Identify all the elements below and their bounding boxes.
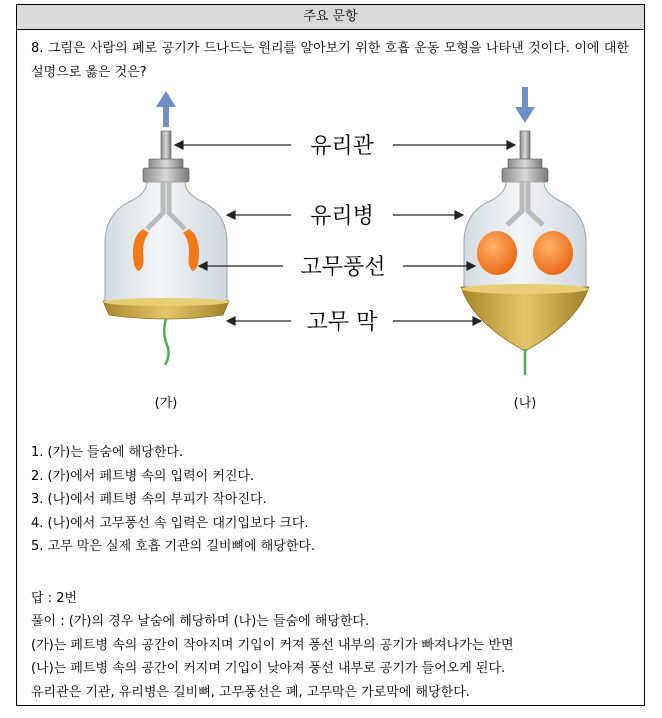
choice-item: 2. (가)에서 페트병 속의 입력이 커진다. [31, 468, 255, 484]
question-card [16, 4, 645, 706]
panel-label-right: (나) [513, 396, 537, 411]
air-in-arrow-icon [515, 87, 535, 123]
label-jar: 유리병 [310, 204, 374, 229]
answer-text: 답 : 2번 [31, 591, 78, 606]
label-balloon: 고무풍선 [300, 255, 386, 280]
apparatus-left [103, 91, 229, 365]
apparatus-right [461, 87, 589, 375]
question-text: 8. 그림은 사람의 폐로 공기가 드나드는 원리를 알아보기 위한 호흡 운동 모형을 나타낸 것이다. 이에 대한 설명으로 옳은 것은? [31, 41, 629, 80]
choice-item: 3. (나)에서 페트병 속의 부피가 작아진다. [31, 492, 267, 507]
choice-item: 4. (나)에서 고무풍선 속 입력은 대기입보다 크다. [31, 515, 309, 531]
solution-line: 유리관은 기관, 유리병은 길비뼈, 고무풍선은 폐, 고무막은 가로막에 해당한다. [31, 684, 470, 700]
solution-line: (가)는 페트병 속의 공간이 작아지며 기입이 커져 풍선 내부의 공기가 빠져나가는 반면 [31, 637, 514, 653]
choice-item: 1. (가)는 들숨에 해당한다. [31, 445, 184, 460]
solution-line: 풀이 : (가)의 경우 날숨에 해당하며 (나)는 들숨에 해당한다. [31, 614, 370, 629]
card-header: 주요 문항 [17, 5, 644, 30]
air-out-arrow-icon [156, 91, 176, 127]
choice-item: 5. 고무 막은 실제 호흡 기관의 길비뼈에 해당한다. [31, 539, 316, 554]
label-membrane: 고무 막 [306, 310, 378, 335]
breathing-model-figure [77, 83, 617, 423]
choice-list [31, 441, 315, 559]
label-tube: 유리관 [310, 134, 374, 159]
breathing-model-diagram [77, 83, 617, 423]
panel-label-left: (가) [154, 396, 178, 411]
solution-block [31, 610, 631, 704]
solution-line: (나)는 페트병 속의 공간이 커지며 기입이 낮아져 풍선 내부로 공기가 들어오게 된다. [31, 661, 506, 676]
